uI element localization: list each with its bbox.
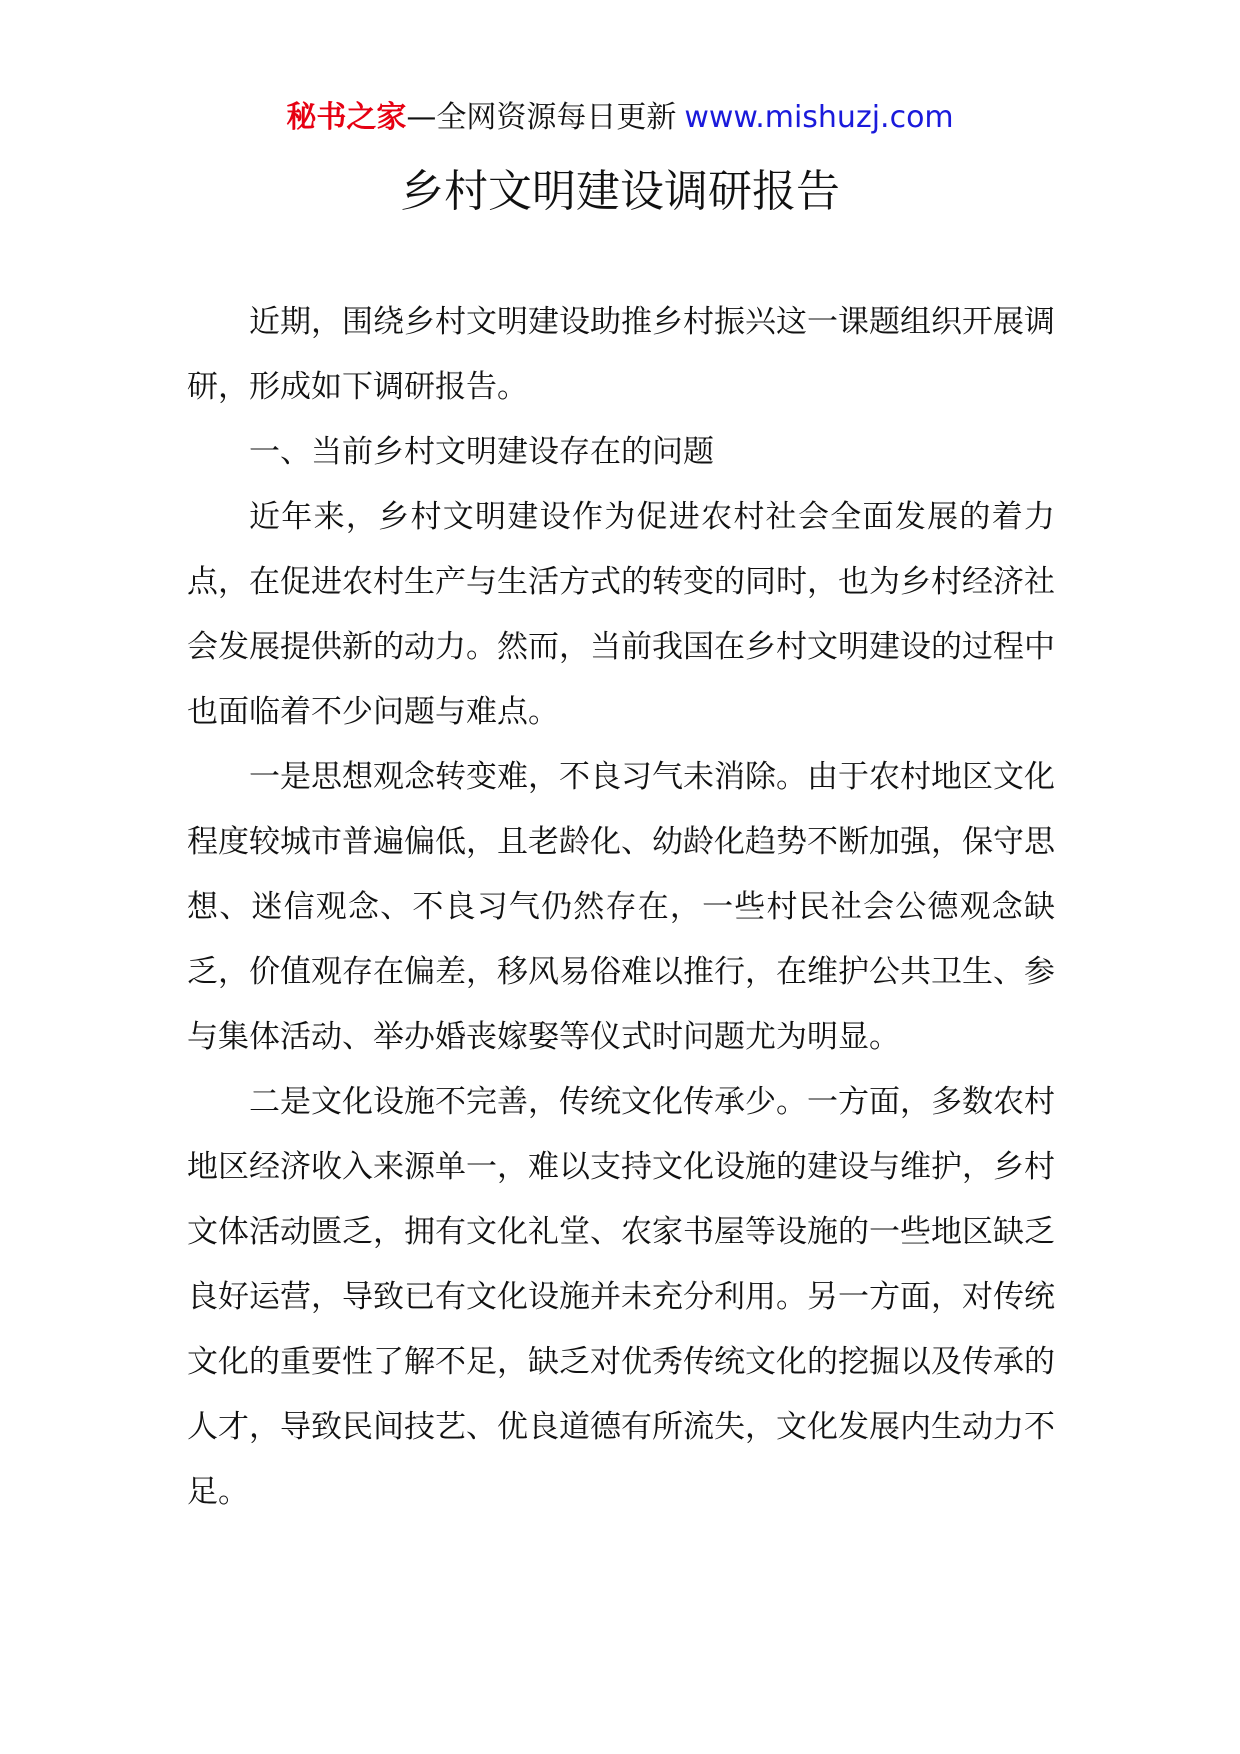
body-paragraph: 二是文化设施不完善，传统文化传承少。一方面，多数农村地区经济收入来源单一，难以支持文化设施的建设与维护，乡村文体活动匮乏，拥有文化礼堂、农家书屋等设施的一些地区缺乏良好运营，导致已有文化设施并未充分利用。另一方面，对传统文化的重要性了解不足，缺乏对优秀传统文化的挖掘以及传承的人才，导致民间技艺、优良道德有所流失，文化发展内生动力不足。 <box>187 1084 1055 1510</box>
header-tagline: —全网资源每日更新 <box>406 100 677 135</box>
document-body <box>187 290 1055 1525</box>
site-url-link[interactable]: www.mishuzj.com <box>684 100 954 135</box>
section-heading: 一、当前乡村文明建设存在的问题 <box>249 434 714 470</box>
site-header <box>0 98 1240 138</box>
intro-paragraph: 近期，围绕乡村文明建设助推乡村振兴这一课题组织开展调研，形成如下调研报告。 <box>187 304 1055 405</box>
brand-name: 秘书之家 <box>286 100 407 135</box>
body-paragraph: 近年来，乡村文明建设作为促进农村社会全面发展的着力点，在促进农村生产与生活方式的转变的同时，也为乡村经济社会发展提供新的动力。然而，当前我国在乡村文明建设的过程中也面临着不少问题与难点。 <box>187 499 1055 730</box>
body-paragraph: 一是思想观念转变难，不良习气未消除。由于农村地区文化程度较城市普遍偏低，且老龄化、幼龄化趋势不断加强，保守思想、迷信观念、不良习气仍然存在，一些村民社会公德观念缺乏，价值观存在偏差，移风易俗难以推行，在维护公共卫生、参与集体活动、举办婚丧嫁娶等仪式时问题尤为明显。 <box>187 759 1055 1055</box>
document-title: 乡村文明建设调研报告 <box>400 166 840 217</box>
